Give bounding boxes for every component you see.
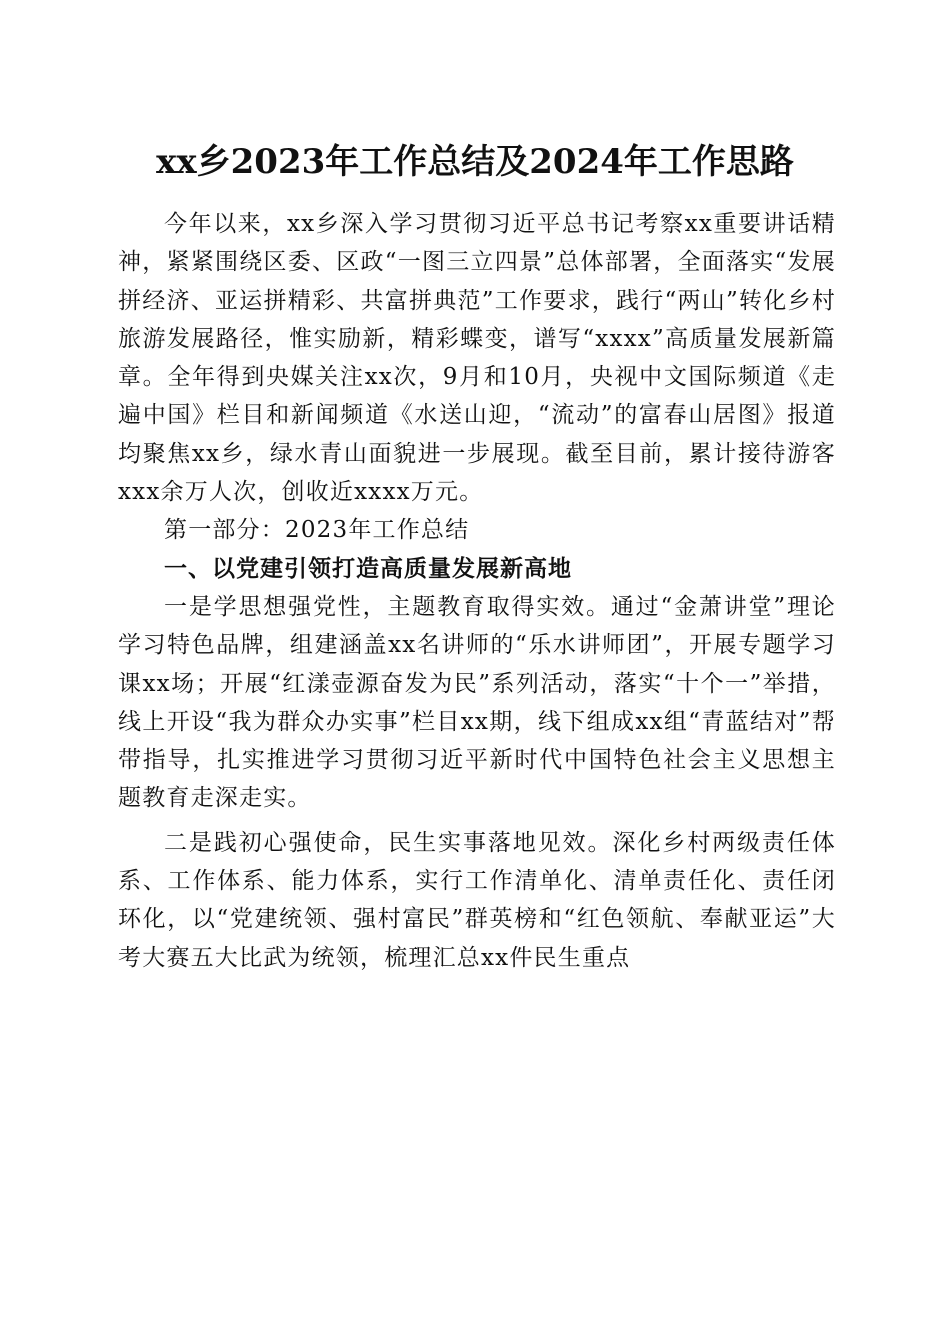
paragraph-2-lead: 二是践初心强使命，民生实事落地见效。 <box>164 829 613 856</box>
paragraph-1-body: 通过“金萧讲堂”理论学习特色品牌，组建涵盖xx名讲师的“乐水讲师团”，开展专题学习课xx场；开展“红漾壶源奋发为民”系列活动，落实“十个一”举措，线上开设“我为群众办实事”栏目xx期，线下组成xx组“青蓝结对”帮带指导，扎实推进学习贯彻习近平新时代中国特色社会主义思想主题教育走深走实。 <box>118 593 836 812</box>
paragraph-2-body: 深化乡村两级责任体系、工作体系、能力体系，实行工作清单化、清单责任化、责任闭环化，以“党建统领、强村富民”群英榜和“红色领航、奉献亚运”大考大赛五大比武为统领，梳理汇总xx件民生重点 <box>118 829 836 971</box>
document-body <box>118 205 836 977</box>
intro-paragraph: 今年以来，xx乡深入学习贯彻习近平总书记考察xx重要讲话精神，紧紧围绕区委、区政“一图三立四景”总体部署，全面落实“发展拼经济、亚运拼精彩、共富拼典范”工作要求，践行“两山”转化乡村旅游发展路径，惟实励新，精彩蝶变，谱写“xxxx”高质量发展新篇章。全年得到央媒关注xx次，9月和10月，央视中文国际频道《走遍中国》栏目和新闻频道《水送山迎，“流动”的富春山居图》报道均聚焦xx乡，绿水青山面貌进一步展现。截至目前，累计接待游客xxx余万人次，创收近xxxx万元。 <box>118 211 836 506</box>
paragraph-1-lead: 一是学思想强党性，主题教育取得实效。 <box>164 593 611 620</box>
paragraph-2 <box>118 824 836 977</box>
document-title: xx乡2023年工作总结及2024年工作思路 <box>156 142 794 182</box>
part-label: 第一部分：2023年工作总结 <box>164 517 470 544</box>
paragraph-1 <box>118 588 836 818</box>
section-heading: 一、以党建引领打造高质量发展新高地 <box>164 555 572 582</box>
